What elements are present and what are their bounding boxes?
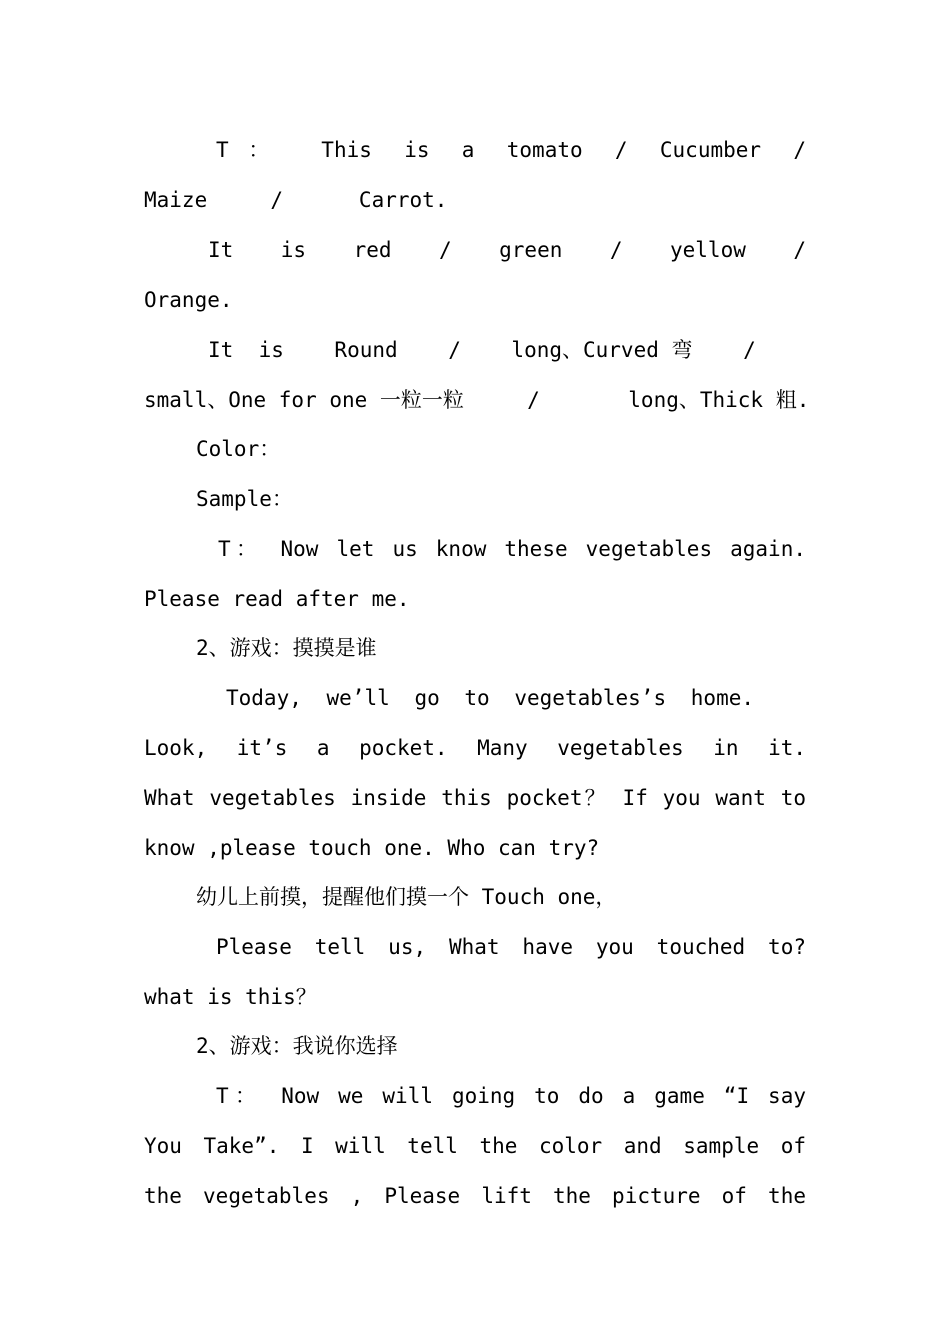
text-line: know ,please touch one. Who can try? xyxy=(144,836,600,860)
text-line: 幼儿上前摸，提醒他们摸一个 Touch one， xyxy=(196,885,617,909)
text-line: T： Now let us know these vegetables again. xyxy=(218,537,806,561)
text-line: small、One for one 一粒一粒 / long、Thick 粗. xyxy=(144,388,810,412)
text-line: Maize / Carrot. xyxy=(144,188,448,212)
text-line: Please read after me. xyxy=(144,587,410,611)
text-line: What vegetables inside this pocket？ If you want to xyxy=(144,786,806,810)
text-line: Please tell us, What have you touched to? xyxy=(216,935,806,959)
text-line: T： This is a tomato / Cucumber / xyxy=(216,138,806,162)
text-line: Orange. xyxy=(144,288,233,312)
text-line: Color： xyxy=(196,437,281,461)
text-line: You Take”. I will tell the color and sample of xyxy=(144,1134,806,1158)
section-heading: 2、游戏：摸摸是谁 xyxy=(196,636,377,660)
text-line: the vegetables , Please lift the picture of the xyxy=(144,1184,806,1208)
text-line: Sample： xyxy=(196,487,293,511)
text-line: It is Round / long、Curved 弯 / xyxy=(208,338,756,362)
text-line: Today, we’ll go to vegetables’s home. xyxy=(226,686,754,710)
text-line: Look, it’s a pocket. Many vegetables in it. xyxy=(144,736,806,760)
text-line: what is this？ xyxy=(144,985,317,1009)
text-line: T： Now we will going to do a game “I say xyxy=(216,1084,806,1108)
section-heading: 2、游戏：我说你选择 xyxy=(196,1034,398,1058)
text-line: It is red / green / yellow / xyxy=(208,238,806,262)
